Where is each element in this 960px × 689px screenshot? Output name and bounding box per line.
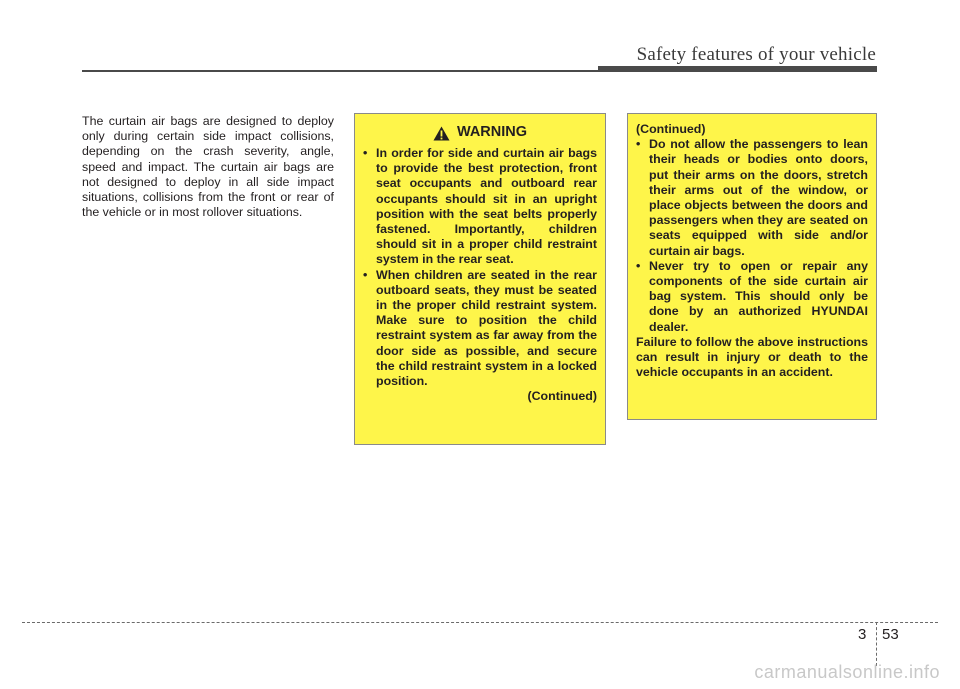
header-rule-accent [598, 66, 877, 72]
warning-bullet: • Never try to open or repair any components of the side curtain air bag system. This should only be done by an authorized HYUNDAI dealer. [636, 259, 868, 335]
chapter-number: 3 [858, 626, 867, 643]
footer-rule [22, 622, 938, 623]
watermark: carmanualsonline.info [754, 662, 940, 682]
intro-paragraph: The curtain air bags are designed to deploy only during certain side impact collisions, depending on the crash severity, angle, speed and impact. The curtain air bags are not designed to deploy in all side impact situations, collisions from the front or rear of the vehicle or in most rollover situations. [82, 114, 334, 220]
warning-triangle-icon [433, 126, 450, 141]
warning-box [354, 113, 606, 445]
warning-bullet: • When children are seated in the rear outboard seats, they must be seated in the proper child restraint system. Make sure to position the child restraint system as far away from the door side as possible, and secure the child restraint system in a locked position. [363, 268, 597, 390]
warning-heading [363, 124, 597, 142]
warning-label: WARNING [456, 124, 528, 141]
continued-label: (Continued) [527, 389, 597, 404]
page-number: 53 [882, 626, 899, 643]
section-title: Safety features of your vehicle [636, 44, 876, 65]
warning-bullet-list [636, 137, 868, 335]
continued-header: (Continued) [636, 122, 706, 136]
warning-closing: Failure to follow the above instructions can result in injury or death to the vehicle occupants in an accident. [636, 334, 868, 380]
warning-bullet: • In order for side and curtain air bags to provide the best protection, front seat occupants and outboard rear occupants should sit in an upright position with the seat belts properly fastened. Importantly, children should sit in a proper child restraint system in the rear seat. [363, 146, 597, 268]
footer-divider [876, 622, 877, 666]
warning-bullet-list [363, 146, 597, 389]
warning-box-continued [627, 113, 877, 420]
warning-bullet: • Do not allow the passengers to lean their heads or bodies onto doors, put their arms on the doors, stretch their arms out of the window, or place objects between the doors and passengers when they are seated on seats equipped with side and/or curtain air bags. [636, 137, 868, 259]
